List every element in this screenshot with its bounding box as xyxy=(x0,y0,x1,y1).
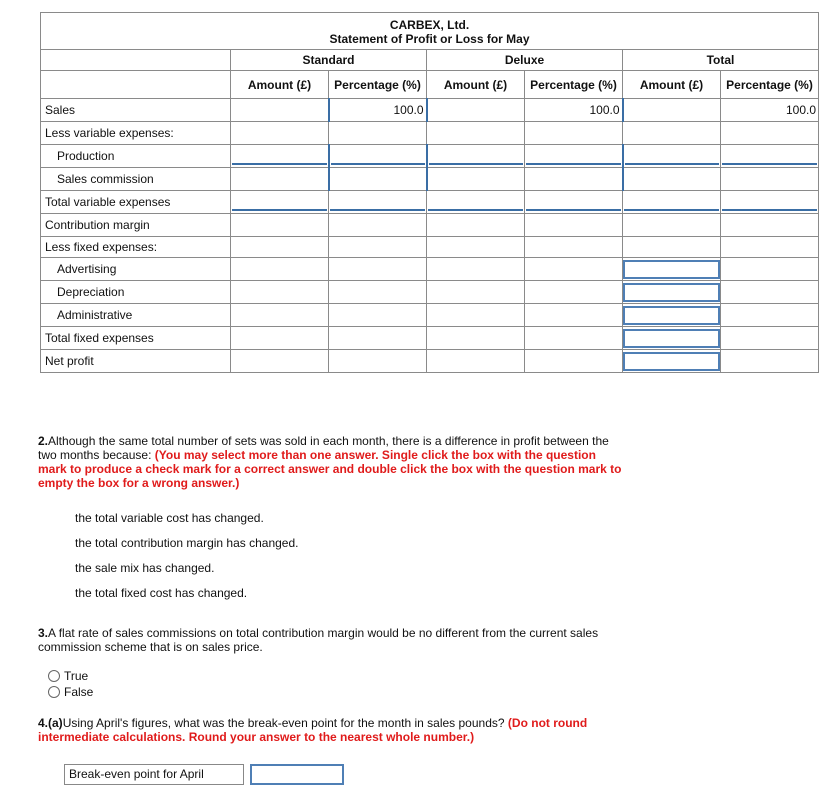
q2-option-3[interactable]: the sale mix has changed. xyxy=(75,561,215,575)
deluxe-administrative-cell xyxy=(427,304,525,327)
less-variable-cell xyxy=(427,122,525,145)
total-advertising-percentage xyxy=(721,258,819,281)
total-total-variable-amount[interactable] xyxy=(623,191,721,214)
total-net-profit-percentage[interactable] xyxy=(721,350,819,373)
input-underline xyxy=(722,193,817,211)
standard-total-fixed-cell xyxy=(329,327,427,350)
label-depreciation: Depreciation xyxy=(41,281,231,304)
row-advertising xyxy=(41,258,819,281)
standard-percentage-header: Percentage (%) xyxy=(329,71,427,99)
standard-production-percentage[interactable] xyxy=(329,145,427,168)
label-total-fixed: Total fixed expenses xyxy=(41,327,231,350)
total-depreciation-amount[interactable] xyxy=(623,281,721,304)
less-fixed-cell xyxy=(329,237,427,258)
deluxe-production-amount[interactable] xyxy=(427,145,525,168)
total-administrative-amount[interactable] xyxy=(623,304,721,327)
row-sales xyxy=(41,99,819,122)
deluxe-advertising-cell xyxy=(427,258,525,281)
standard-amount-header: Amount (£) xyxy=(231,71,329,99)
radio-circle-icon[interactable] xyxy=(48,686,60,698)
q2-text: Although the same total number of sets was sold in each month, there is a difference in profit between the two months because: xyxy=(38,434,609,462)
group-standard: Standard xyxy=(231,50,427,71)
q3-option-true-label: True xyxy=(64,669,89,683)
row-total-fixed xyxy=(41,327,819,350)
group-total: Total xyxy=(623,50,819,71)
break-even-row xyxy=(64,764,344,785)
less-fixed-cell xyxy=(525,237,623,258)
row-depreciation xyxy=(41,281,819,304)
deluxe-total-fixed-cell xyxy=(525,327,623,350)
total-sales-amount[interactable] xyxy=(623,99,721,122)
label-net-profit: Net profit xyxy=(41,350,231,373)
question-3 xyxy=(38,626,618,654)
input-underline xyxy=(331,147,425,165)
input-underline xyxy=(428,193,523,211)
standard-net-profit-cell xyxy=(231,350,329,373)
input-underline xyxy=(526,147,621,165)
label-sales: Sales xyxy=(41,99,231,122)
label-less-variable: Less variable expenses: xyxy=(41,122,231,145)
row-administrative xyxy=(41,304,819,327)
blank-subheader xyxy=(41,71,231,99)
row-production xyxy=(41,145,819,168)
input-box xyxy=(623,283,720,302)
standard-advertising-cell xyxy=(329,258,427,281)
deluxe-sales-percentage: 100.0 xyxy=(525,99,623,122)
row-less-variable xyxy=(41,122,819,145)
deluxe-net-profit-cell xyxy=(525,350,623,373)
q2-option-1[interactable]: the total variable cost has changed. xyxy=(75,511,264,525)
total-production-percentage[interactable] xyxy=(721,145,819,168)
less-variable-cell xyxy=(623,122,721,145)
standard-cm-amount[interactable] xyxy=(231,214,329,237)
row-sales-commission xyxy=(41,168,819,191)
less-variable-cell xyxy=(329,122,427,145)
deluxe-depreciation-cell xyxy=(525,281,623,304)
total-commission-percentage[interactable] xyxy=(721,168,819,191)
input-box xyxy=(623,329,720,348)
deluxe-sales-amount[interactable] xyxy=(427,99,525,122)
total-cm-percentage[interactable] xyxy=(721,214,819,237)
standard-advertising-cell xyxy=(231,258,329,281)
deluxe-total-fixed-cell xyxy=(427,327,525,350)
label-less-fixed: Less fixed expenses: xyxy=(41,237,231,258)
statement-name: Statement of Profit or Loss for May xyxy=(329,32,530,46)
standard-depreciation-cell xyxy=(231,281,329,304)
q4-text: Using April's figures, what was the break-even point for the month in sales pounds? xyxy=(62,716,505,730)
total-fixed-percentage[interactable] xyxy=(721,327,819,350)
deluxe-commission-percentage[interactable] xyxy=(525,168,623,191)
standard-production-amount[interactable] xyxy=(231,145,329,168)
total-depreciation-percentage xyxy=(721,281,819,304)
deluxe-percentage-header: Percentage (%) xyxy=(525,71,623,99)
standard-total-variable-amount[interactable] xyxy=(231,191,329,214)
standard-total-variable-percentage[interactable] xyxy=(329,191,427,214)
question-2 xyxy=(38,434,623,490)
q2-number: 2. xyxy=(38,434,49,448)
deluxe-cm-amount[interactable] xyxy=(427,214,525,237)
q2-option-2[interactable]: the total contribution margin has changed. xyxy=(75,536,299,550)
input-box xyxy=(623,306,720,325)
standard-depreciation-cell xyxy=(329,281,427,304)
question-4 xyxy=(38,716,608,744)
input-underline xyxy=(232,147,327,165)
q2-option-4[interactable]: the total fixed cost has changed. xyxy=(75,586,248,600)
input-underline xyxy=(429,147,524,165)
standard-administrative-cell xyxy=(329,304,427,327)
group-deluxe: Deluxe xyxy=(427,50,623,71)
total-production-amount[interactable] xyxy=(623,145,721,168)
input-underline xyxy=(232,193,327,211)
q4-number: 4.(a) xyxy=(38,716,63,730)
row-net-profit xyxy=(41,350,819,373)
label-contribution-margin: Contribution margin xyxy=(41,214,231,237)
deluxe-amount-header: Amount (£) xyxy=(427,71,525,99)
standard-sales-amount[interactable] xyxy=(231,99,329,122)
q3-option-false-label: False xyxy=(64,685,94,699)
break-even-input[interactable] xyxy=(250,764,344,785)
input-box xyxy=(623,260,720,279)
total-fixed-amount[interactable] xyxy=(623,327,721,350)
deluxe-net-profit-cell xyxy=(427,350,525,373)
total-administrative-percentage xyxy=(721,304,819,327)
q3-number: 3. xyxy=(38,626,49,640)
q3-option-true[interactable] xyxy=(48,669,88,683)
statement-title xyxy=(41,13,819,50)
total-percentage-header: Percentage (%) xyxy=(721,71,819,99)
total-total-variable-percentage[interactable] xyxy=(721,191,819,214)
total-amount-header: Amount (£) xyxy=(623,71,721,99)
q2-instruction: (You may select more than one answer. Single click the box with the question mark to produce a check mark for a correct answer and double click the box with the question mark to empty the box for a wrong answer.) xyxy=(38,448,622,490)
total-cm-amount[interactable] xyxy=(623,214,721,237)
q3-text: A flat rate of sales commissions on total contribution margin would be no different from the current sales commission scheme that is on sales price. xyxy=(38,626,599,654)
label-advertising: Advertising xyxy=(41,258,231,281)
label-administrative: Administrative xyxy=(41,304,231,327)
row-total-variable xyxy=(41,191,819,214)
input-underline xyxy=(625,147,720,165)
less-fixed-cell xyxy=(623,237,721,258)
radio-circle-icon[interactable] xyxy=(48,670,60,682)
deluxe-administrative-cell xyxy=(525,304,623,327)
deluxe-cm-percentage[interactable] xyxy=(525,214,623,237)
label-total-variable: Total variable expenses xyxy=(41,191,231,214)
less-fixed-cell xyxy=(427,237,525,258)
statement-table xyxy=(40,12,819,373)
input-underline xyxy=(722,147,817,165)
standard-net-profit-cell xyxy=(329,350,427,373)
input-underline xyxy=(330,193,425,211)
standard-sales-percentage: 100.0 xyxy=(329,99,427,122)
q3-option-false[interactable] xyxy=(48,685,93,699)
less-variable-cell[interactable] xyxy=(231,122,329,145)
break-even-label: Break-even point for April xyxy=(64,764,244,785)
input-underline xyxy=(624,193,719,211)
row-less-fixed xyxy=(41,237,819,258)
standard-cm-percentage[interactable] xyxy=(329,214,427,237)
deluxe-total-variable-percentage[interactable] xyxy=(525,191,623,214)
deluxe-advertising-cell xyxy=(525,258,623,281)
total-commission-amount[interactable] xyxy=(623,168,721,191)
blank-header xyxy=(41,50,231,71)
standard-commission-amount[interactable] xyxy=(231,168,329,191)
q4-instruction: (Do not round intermediate calculations. Round your answer to the nearest whole number.) xyxy=(38,716,588,744)
less-fixed-cell xyxy=(231,237,329,258)
label-sales-commission: Sales commission xyxy=(41,168,231,191)
total-sales-percentage: 100.0 xyxy=(721,99,819,122)
deluxe-commission-amount[interactable] xyxy=(427,168,525,191)
less-variable-cell xyxy=(525,122,623,145)
input-box xyxy=(623,352,720,371)
total-advertising-amount[interactable] xyxy=(623,258,721,281)
deluxe-depreciation-cell xyxy=(427,281,525,304)
standard-total-fixed-cell xyxy=(231,327,329,350)
deluxe-total-variable-amount[interactable] xyxy=(427,191,525,214)
company-name: CARBEX, Ltd. xyxy=(389,18,470,32)
row-contribution-margin xyxy=(41,214,819,237)
input-underline xyxy=(526,193,621,211)
total-net-profit-amount[interactable] xyxy=(623,350,721,373)
less-variable-cell xyxy=(721,122,819,145)
deluxe-production-percentage[interactable] xyxy=(525,145,623,168)
less-fixed-cell xyxy=(721,237,819,258)
standard-commission-percentage[interactable] xyxy=(329,168,427,191)
standard-administrative-cell xyxy=(231,304,329,327)
label-production: Production xyxy=(41,145,231,168)
